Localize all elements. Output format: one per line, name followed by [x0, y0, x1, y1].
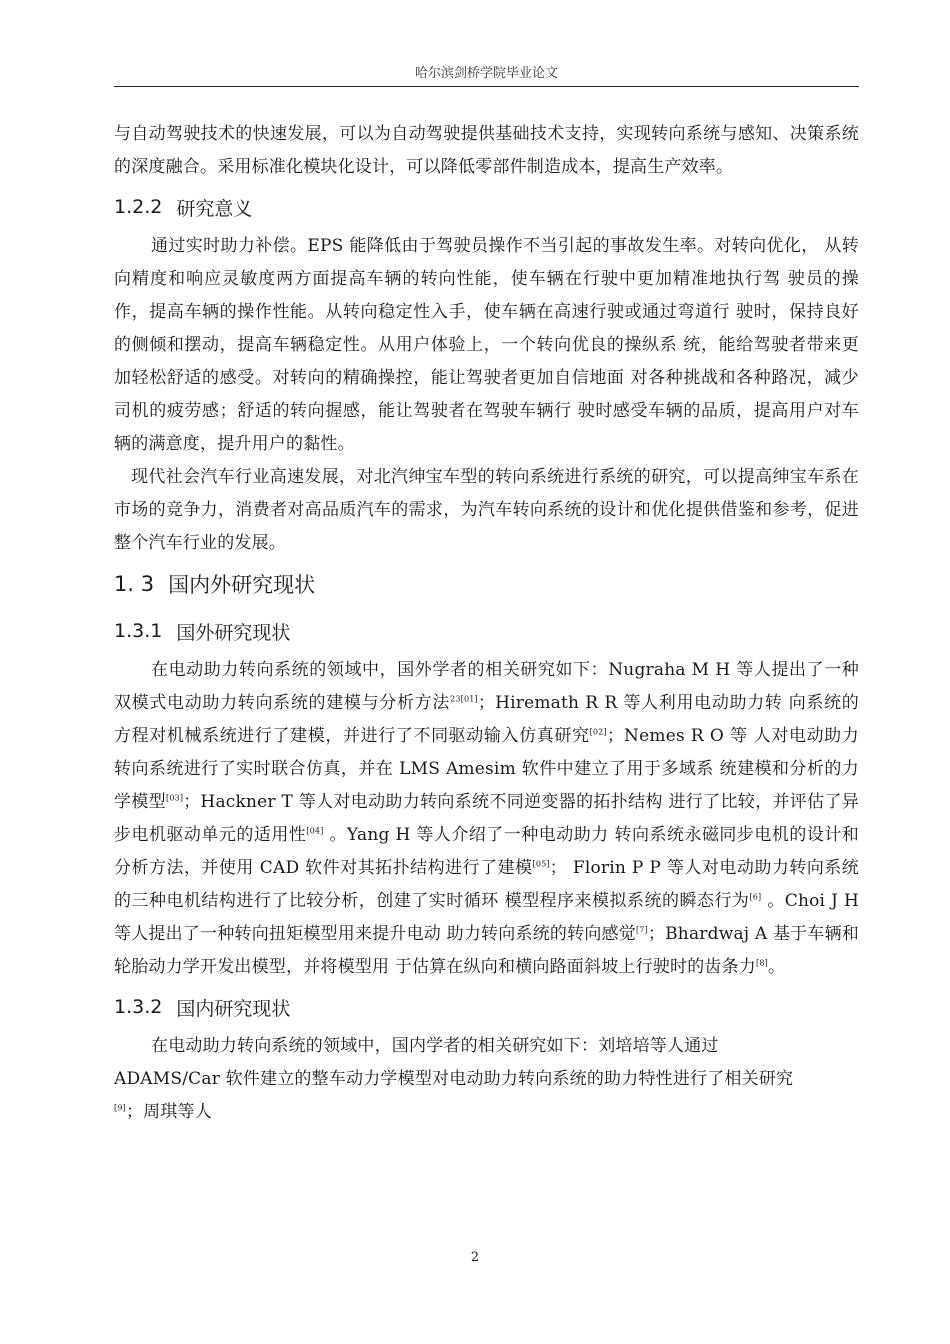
foreign-research-paragraph — [114, 654, 859, 984]
domestic-research-line-2: ADAMS/Car 软件建立的整车动力学模型对电动助力转向系统的助力特性进行了相关研究 — [114, 1069, 794, 1089]
text-run: 在电动助力转向系统的领域中，国外学者的相关研究如下：Nugraha M H 等人提出了一种双模式电动助力转向系统的建模与分析方法 — [114, 660, 859, 713]
citation-ref: [04] — [306, 826, 324, 836]
page-body — [114, 118, 859, 1129]
heading-1-2-2 — [114, 184, 859, 230]
heading-title: 国内研究现状 — [176, 997, 291, 1020]
text-run: 。Yang H 等人介绍了一种电动助力 转向系统永磁同步电机的设计和分析方法，并使用 CAD 软件对其拓扑结构进行了建模 — [114, 825, 859, 878]
running-header: 哈尔滨剑桥学院毕业论文 — [414, 66, 558, 81]
citation-ref: [7] — [635, 925, 648, 935]
text-run: ； Florin P P 等人对电动助力转向系统的三种电机结构进行了比较分析，创建了实时循环 模型程序来模拟系统的瞬态行为 — [114, 858, 860, 911]
heading-1-3-2 — [114, 984, 859, 1030]
citation-ref: [8] — [756, 958, 768, 968]
intro-tail-paragraph: 与自动驾驶技术的快速发展，可以为自动驾驶提供基础技术支持，实现转向系统与感知、决策系统的深度融合。采用标准化模块化设计，可以降低零部件制造成本，提高生产效率。 — [114, 124, 859, 177]
significance-paragraph-1: 通过实时助力补偿。EPS 能降低由于驾驶员操作不当引起的事故发生率。对转向优化， 从转向精度和响应灵敏度两方面提高车辆的转向性能，使车辆在行驶中更加精准地执行驾 驶员的操作，提高车辆的操作性能。从转向稳定性入手，使车辆在高速行驶或通过弯道行 驶时，保持良好的侧倾和摆动，提高车辆稳定性。从用户体验上，一个转向优良的操纵系 统，能给驾驶者带来更加轻松舒适的感受。对转向的精确操控，能让驾驶者更加自信地面 对各种挑战和各种路况，减少司机的疲劳感；舒适的转向握感，能让驾驶者在驾驶车辆行 驶时感受车辆的品质，提高用户对车辆的满意度，提升用户的黏性。 — [114, 236, 859, 454]
citation-ref: [05] — [532, 859, 550, 869]
text-run: ；Bhardwaj A 基于车辆和轮胎动力学开发出模型，并将模型用 于估算在纵向和横向路面斜坡上行驶时的齿条力 — [114, 924, 860, 977]
heading-title: 国外研究现状 — [176, 621, 291, 644]
text-run: 。 — [767, 957, 786, 977]
heading-title: 国内外研究现状 — [168, 573, 316, 597]
header-rule — [114, 86, 859, 87]
domestic-research-line-3 — [114, 1096, 859, 1129]
heading-number: 1.2.2 — [114, 196, 163, 218]
heading-number: 1.3.2 — [114, 996, 163, 1018]
page-number: 2 — [470, 1250, 480, 1265]
citation-ref: [9] — [114, 1103, 126, 1113]
citation-ref: [03] — [166, 793, 184, 803]
heading-number: 1. 3 — [114, 572, 155, 596]
heading-1-3-1 — [114, 608, 859, 654]
significance-paragraph-2: 现代社会汽车行业高速发展，对北汽绅宝车型的转向系统进行系统的研究，可以提高绅宝车系在市场的竞争力，消费者对高品质汽车的需求，为汽车转向系统的设计和优化提供借鉴和参考，促进整个汽车行业的发展。 — [114, 467, 859, 553]
text-run: 。Choi J H 等人提出了一种转向扭矩模型用来提升电动 助力转向系统的转向感觉 — [114, 891, 859, 944]
heading-title: 研究意义 — [176, 197, 253, 220]
text-run: ；Hiremath R R 等人利用电动助力转 向系统的方程对机械系统进行了建模，并进行了不同驱动输入仿真研究 — [114, 693, 859, 746]
text-run: ；周琪等人 — [125, 1102, 212, 1122]
heading-1-3 — [114, 560, 859, 608]
text-run: ；Nemes R O 等 人对电动助力转向系统进行了实时联合仿真，并在 LMS Amesim 软件中建立了用于多域系 统建模和分析的力学模型 — [114, 726, 859, 812]
domestic-research-line-1: 在电动助力转向系统的领域中，国内学者的相关研究如下：刘培培等人通过 — [151, 1036, 719, 1056]
citation-ref: [02] — [589, 727, 607, 737]
citation-ref: 23[01] — [450, 694, 478, 704]
heading-number: 1.3.1 — [114, 620, 163, 642]
citation-ref: [6] — [749, 892, 762, 902]
text-run: ；Hackner T 等人对电动助力转向系统不同逆变器的拓扑结构 进行了比较，并评估了异步电机驱动单元的适用性 — [114, 792, 859, 845]
